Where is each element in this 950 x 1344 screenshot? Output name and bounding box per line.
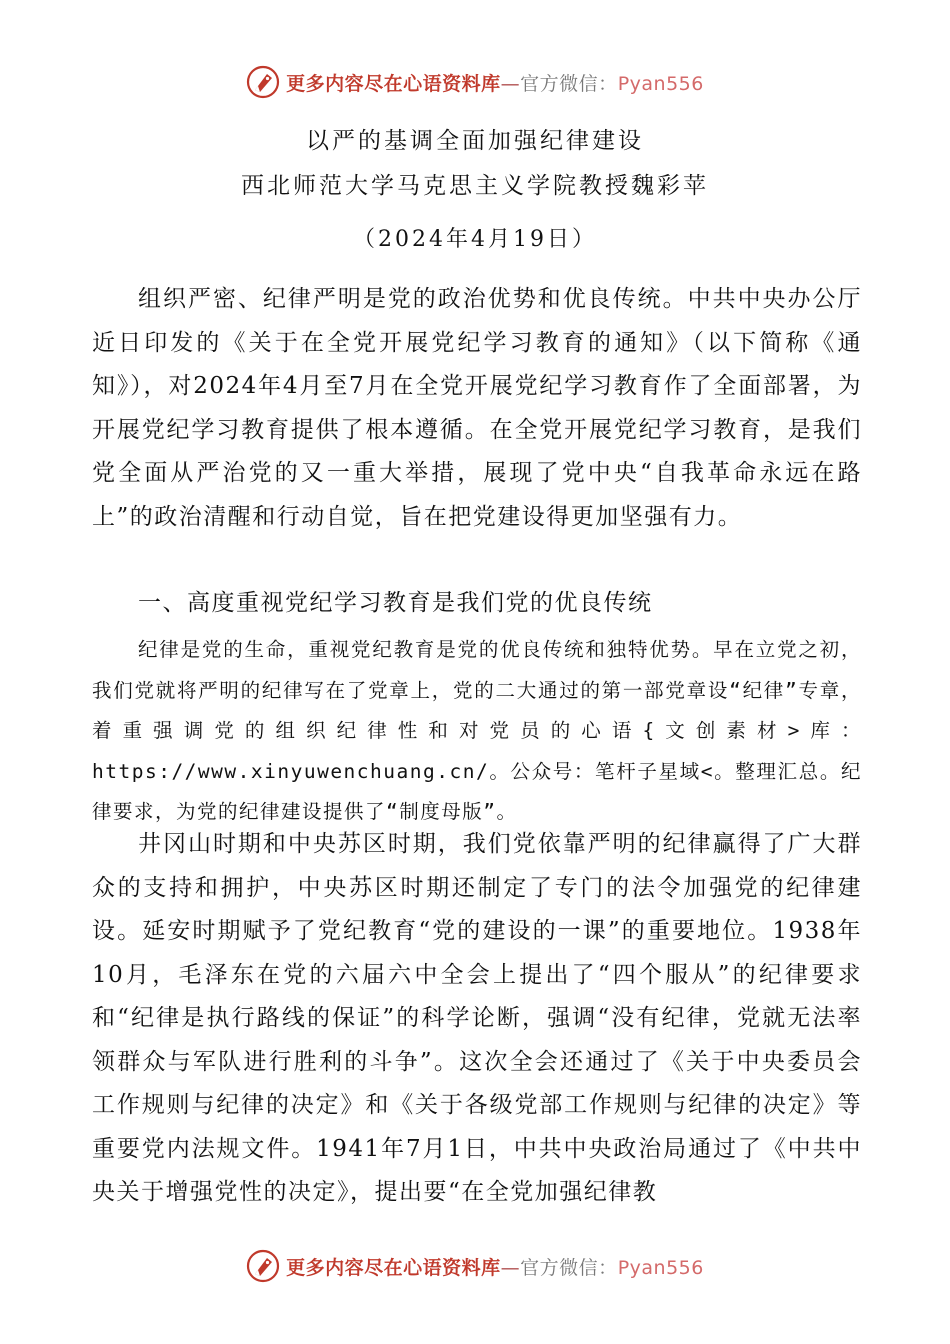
- document-title: 以严的基调全面加强纪律建设: [306, 128, 644, 154]
- bottom-banner: [0, 1246, 950, 1286]
- banner-text: 更多内容尽在心语资料库—官方微信：Pyan556: [286, 1256, 704, 1279]
- pen-nib-logo-icon: [246, 1249, 280, 1283]
- pen-nib-logo-icon: [246, 65, 280, 99]
- top-banner: [0, 62, 950, 102]
- paragraph-discipline: 纪律是党的生命，重视党纪教育是党的优良传统和独特优势。早在立党之初，我们党就将严明的纪律写在了党章上，党的二大通过的第一部党章设“纪律”专章，着重强调党的组织纪律性和对党员的心语{文创素材>库：https://www.xinyuwenchuang.cn/。公众号：笔杆子星域<。整理汇总。纪律要求，为党的纪律建设提供了“制度母版”。: [92, 638, 862, 823]
- document-date: （2024年4月19日）: [353, 227, 597, 252]
- section-heading-1: 一、高度重视党纪学习教育是我们党的优良传统: [138, 590, 653, 616]
- paragraph-intro: 组织严密、纪律严明是党的政治优势和优良传统。中共中央办公厅近日印发的《关于在全党开展党纪学习教育的通知》（以下简称《通知》），对2024年4月至7月在全党开展党纪学习教育作了全面部署，为开展党纪学习教育提供了根本遵循。在全党开展党纪学习教育，是我们党全面从严治党的又一重大举措，展现了党中央“自我革命永远在路上”的政治清醒和行动自觉，旨在把党建设得更加坚强有力。: [92, 286, 862, 530]
- document-author: 西北师范大学马克思主义学院教授魏彩苹: [241, 173, 709, 199]
- paragraph-history: 井冈山时期和中央苏区时期，我们党依靠严明的纪律赢得了广大群众的支持和拥护，中央苏区时期还制定了专门的法令加强党的纪律建设。延安时期赋予了党纪教育“党的建设的一课”的重要地位。1938年10月，毛泽东在党的六届六中全会上提出了“四个服从”的纪律要求和“纪律是执行路线的保证”的科学论断，强调“没有纪律，党就无法率领群众与军队进行胜利的斗争”。这次全会还通过了《关于中央委员会工作规则与纪律的决定》和《关于各级党部工作规则与纪律的决定》等重要党内法规文件。1941年7月1日，中共中央政治局通过了《中共中央关于增强党性的决定》，提出要“在全党加强纪律教: [92, 831, 862, 1205]
- banner-text: 更多内容尽在心语资料库—官方微信：Pyan556: [286, 72, 704, 95]
